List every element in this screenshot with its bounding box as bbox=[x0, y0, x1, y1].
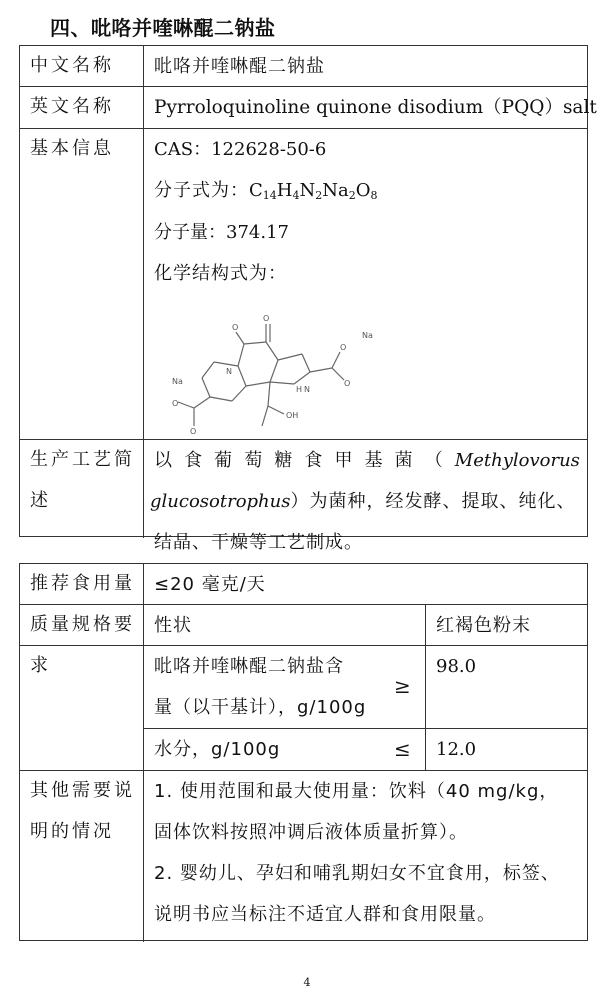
other-label-line1: 其他需要说 bbox=[30, 780, 135, 801]
structure-atom: O bbox=[263, 314, 270, 323]
other-note-line4: 说明书应当标注不适宜人群和食用限量。 bbox=[154, 904, 496, 925]
structure-atom: O bbox=[232, 323, 239, 332]
property-name: 性状 bbox=[154, 615, 192, 636]
structure-bonds bbox=[178, 324, 347, 426]
other-label-line2: 明的情况 bbox=[30, 821, 114, 842]
structure-atom: O bbox=[172, 399, 179, 408]
structure-atom: N bbox=[304, 385, 310, 394]
structure-atom: H bbox=[296, 385, 303, 394]
en-name-label: 英文名称 bbox=[30, 96, 114, 117]
organism-genus: Methylovorus bbox=[454, 450, 580, 471]
production-label-line2: 述 bbox=[30, 490, 51, 511]
cn-name-value: 吡咯并喹啉醌二钠盐 bbox=[154, 56, 325, 77]
organism-species: glucosotrophus bbox=[150, 491, 291, 512]
structure-label: 化学结构式为： bbox=[154, 263, 287, 284]
structure-atom: Na bbox=[362, 331, 373, 340]
production-line1: 以 食 葡 萄 糖 食 甲 基 菌 （ Methylovorus bbox=[144, 440, 588, 481]
section-heading: 四、吡咯并喹啉醌二钠盐 bbox=[50, 16, 276, 40]
other-note-line3: 2. 婴幼儿、孕妇和哺乳期妇女不宜食用，标签、 bbox=[154, 863, 560, 884]
moisture-operator: ≤ bbox=[394, 737, 411, 761]
other-note-line2: 固体饮料按照冲调后液体质量折算）。 bbox=[154, 822, 468, 843]
page-number: 4 bbox=[303, 976, 311, 989]
molecular-weight: 分子量：374.17 bbox=[154, 222, 289, 243]
cn-name-label: 中文名称 bbox=[30, 55, 114, 76]
content-name-line1: 吡咯并喹啉醌二钠盐含 bbox=[154, 656, 344, 677]
content-operator: ≥ bbox=[394, 674, 411, 698]
structure-atom: O bbox=[344, 379, 351, 388]
cas-number: CAS：122628-50-6 bbox=[154, 139, 327, 160]
en-name-value: Pyrroloquinoline quinone disodium（PQQ）salt bbox=[154, 97, 597, 118]
table-basic-info bbox=[19, 45, 597, 553]
production-line2: glucosotrophus）为菌种，经发酵、提取、纯化、 bbox=[150, 491, 576, 512]
molecular-formula: 分子式为：$C_{14}H_4N_2Na_2O_8$ bbox=[154, 180, 378, 202]
table-specifications bbox=[19, 563, 588, 941]
content-value: 98.0 bbox=[436, 656, 477, 677]
property-value: 红褐色粉末 bbox=[436, 615, 531, 636]
structure-atom: OH bbox=[286, 411, 299, 420]
structure-atom: Na bbox=[172, 377, 183, 386]
production-label-line1: 生产工艺简 bbox=[30, 449, 135, 470]
chemical-structure-image bbox=[144, 294, 584, 438]
structure-atom: N bbox=[226, 367, 232, 376]
dosage-value: ≤20 毫克/天 bbox=[154, 574, 266, 595]
quality-label-line2: 求 bbox=[30, 655, 51, 676]
quality-label-line1: 质量规格要 bbox=[30, 614, 135, 635]
dosage-label: 推荐食用量 bbox=[30, 573, 135, 594]
moisture-value: 12.0 bbox=[436, 739, 477, 760]
structure-atom: O bbox=[340, 343, 347, 352]
other-note-line1: 1. 使用范围和最大使用量：饮料（40 mg/kg， bbox=[154, 781, 559, 802]
production-line3: 结晶、干燥等工艺制成。 bbox=[154, 532, 363, 553]
structure-atom: O bbox=[190, 427, 197, 436]
moisture-name: 水分，g/100g bbox=[154, 739, 281, 760]
content-name-line2: 量（以干基计），g/100g bbox=[154, 697, 367, 718]
basic-info-label: 基本信息 bbox=[30, 138, 114, 159]
